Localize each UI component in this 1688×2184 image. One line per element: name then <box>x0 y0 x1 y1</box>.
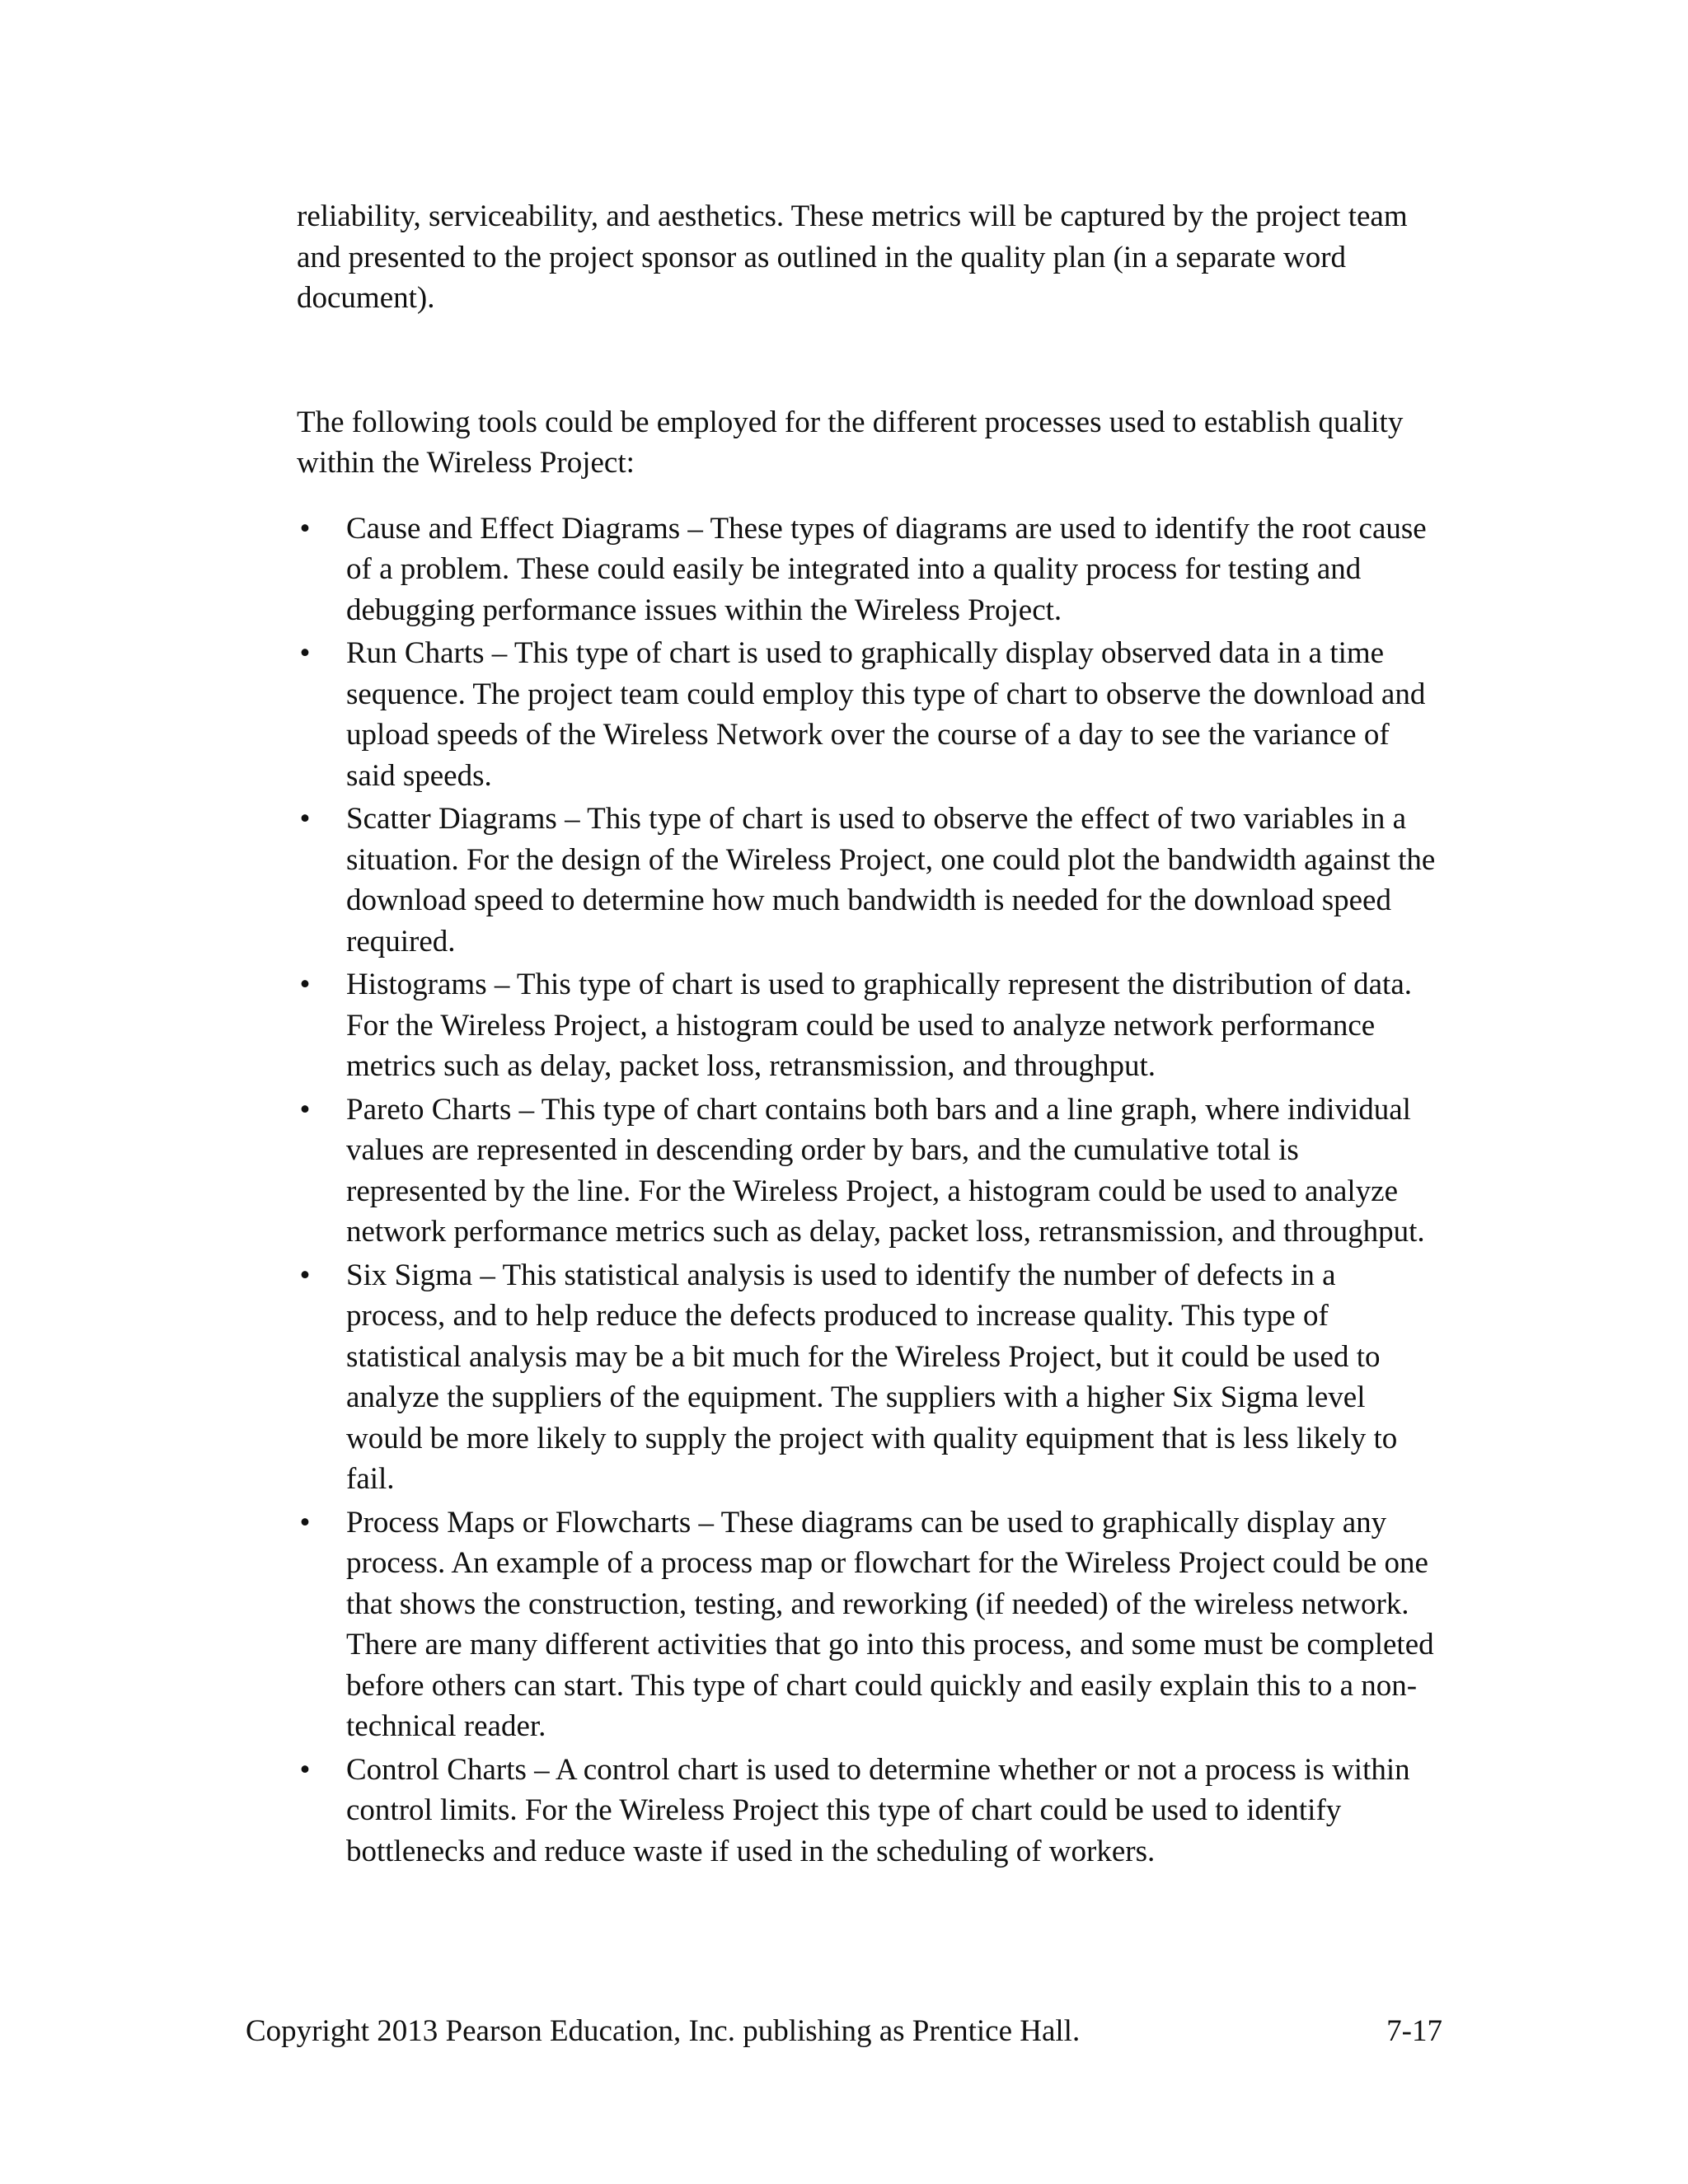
bullet-icon: • <box>299 1092 311 1127</box>
list-item <box>297 799 1442 962</box>
list-item-text: Scatter Diagrams – This type of chart is used to observe the effect of two variables in a situation. For the design of the Wireless Project, one could plot the bandwidth against the download speed to determine how much bandwidth is needed for the download speed required. <box>346 802 1436 958</box>
bullet-icon: • <box>299 1258 311 1292</box>
intro-paragraph: reliability, serviceability, and aesthetics. These metrics will be captured by the project team and presented to the project sponsor as outlined in the quality plan (in a separate word document). <box>297 199 1408 315</box>
bullet-icon: • <box>299 511 311 546</box>
list-item <box>297 1255 1442 1500</box>
page-body <box>297 196 1442 1874</box>
copyright-notice: Copyright 2013 Pearson Education, Inc. publishing as Prentice Hall. <box>246 2014 1081 2048</box>
list-item-text: Six Sigma – This statistical analysis is used to identify the number of defects in a process, and to help reduce the defects produced to increase quality. This type of statistical analysis may be a bit much for the Wireless Project, but it could be used to analyze the suppliers of the equipment. The suppliers with a higher Six Sigma level would be more likely to supply the project with quality equipment that is less likely to fail. <box>346 1258 1398 1496</box>
bullet-icon: • <box>299 636 311 670</box>
tools-intro-paragraph: The following tools could be employed for the different processes used to establish quality within the Wireless Project: <box>297 405 1404 480</box>
list-item <box>297 509 1442 631</box>
bullet-icon: • <box>299 802 311 836</box>
list-item-text: Histograms – This type of chart is used to graphically represent the distribution of data. For the Wireless Project, a histogram could be used to analyze network performance metrics such as delay, packet loss, retransmission, and throughput. <box>346 968 1412 1083</box>
list-item <box>297 1090 1442 1253</box>
list-item <box>297 633 1442 796</box>
tools-list <box>297 509 1442 1872</box>
list-item-text: Run Charts – This type of chart is used to graphically display observed data in a time sequence. The project team could employ this type of chart to observe the download and upload speeds of the Wireless Network over the course of a day to see the variance of said speeds. <box>346 636 1426 793</box>
page-number: 7-17 <box>1386 2014 1442 2048</box>
list-item <box>297 1750 1442 1872</box>
list-item <box>297 964 1442 1087</box>
list-item-text: Process Maps or Flowcharts – These diagrams can be used to graphically display any process. An example of a process map or flowchart for the Wireless Project could be one that shows the construction, testing, and reworking (if needed) of the wireless network. There are many different activities that go into this process, and some must be completed before others can start. This type of chart could quickly and easily explain this to a non-technical reader. <box>346 1505 1434 1743</box>
list-item-text: Control Charts – A control chart is used to determine whether or not a process is within control limits. For the Wireless Project this type of chart could be used to identify bottlenecks and reduce waste if used in the scheduling of workers. <box>346 1752 1410 1868</box>
bullet-icon: • <box>299 1505 311 1540</box>
list-item-text: Cause and Effect Diagrams – These types of diagrams are used to identify the root cause of a problem. These could easily be integrated into a quality process for testing and debugging performance issues within the Wireless Project. <box>346 511 1427 627</box>
bullet-icon: • <box>299 968 311 1001</box>
list-item <box>297 1502 1442 1747</box>
bullet-icon: • <box>299 1752 311 1787</box>
list-item-text: Pareto Charts – This type of chart contains both bars and a line graph, where individual values are represented in descending order by bars, and the cumulative total is represented by the line. For the Wireless Project, a histogram could be used to analyze network performance metrics such as delay, packet loss, retransmission, and throughput. <box>346 1092 1425 1249</box>
